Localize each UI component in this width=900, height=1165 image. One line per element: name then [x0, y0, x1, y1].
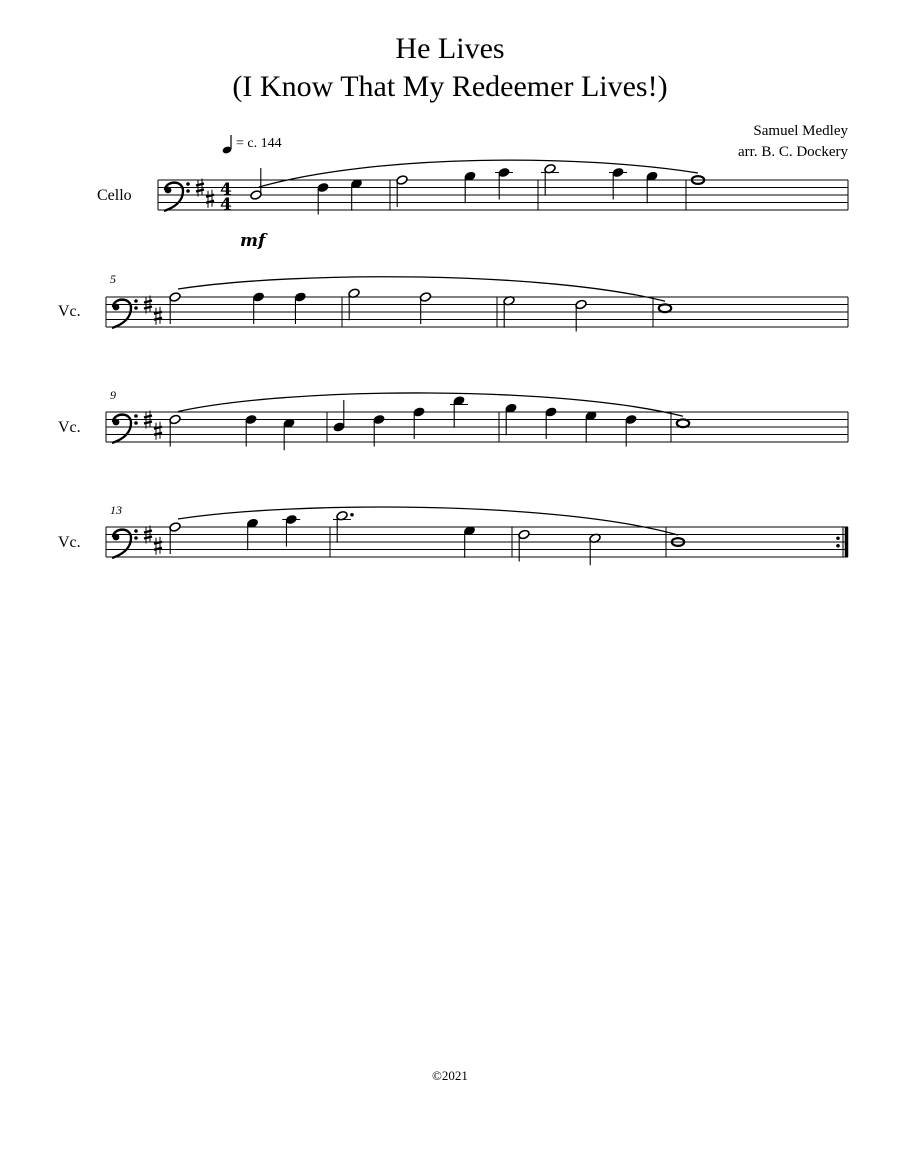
- composer-credit: Samuel Medley: [753, 123, 848, 139]
- instrument-name: Cello: [97, 187, 132, 204]
- bass-clef-dot: [134, 306, 138, 310]
- staff-system: [106, 507, 848, 557]
- measure-number: 5: [110, 272, 116, 286]
- note-head: [659, 304, 671, 312]
- measure-number: 13: [110, 503, 122, 517]
- repeat-dot: [836, 536, 840, 540]
- note: [250, 168, 262, 200]
- bass-clef-dot: [134, 536, 138, 540]
- bass-clef: [112, 529, 138, 558]
- dynamic-marking: mf: [240, 231, 266, 251]
- bass-clef: [112, 414, 138, 443]
- bass-clef-dot: [134, 529, 138, 533]
- sharp-sign: [206, 190, 214, 208]
- phrase-slur: [178, 393, 683, 416]
- arranger-credit: arr. B. C. Dockery: [738, 144, 848, 160]
- note: [659, 304, 671, 312]
- phrase-slur: [259, 160, 698, 187]
- sharp-sign: [154, 422, 162, 440]
- bass-clef-dot: [113, 304, 120, 311]
- repeat-dot: [836, 544, 840, 548]
- sharp-bar: [144, 307, 152, 309]
- bass-clef-dot: [134, 421, 138, 425]
- staff-system: [106, 393, 848, 442]
- sharp-bar: [144, 301, 152, 303]
- instrument-short-name: Vc.: [58, 534, 81, 551]
- score-title: He Lives: [395, 32, 505, 65]
- sharp-bar: [144, 537, 152, 539]
- copyright-notice: ©2021: [432, 1068, 468, 1083]
- note: [333, 400, 345, 432]
- note: [677, 419, 689, 427]
- note-head: [677, 419, 689, 427]
- instrument-short-name: Vc.: [58, 419, 81, 436]
- sharp-bar: [144, 531, 152, 533]
- bass-clef: [112, 299, 138, 328]
- time-signature-top: 4: [220, 180, 232, 200]
- sharp-bar: [144, 422, 152, 424]
- augmentation-dot: [350, 513, 354, 517]
- sharp-bar: [196, 190, 204, 192]
- bass-clef-dot: [186, 182, 190, 186]
- staff-system: [106, 277, 848, 327]
- measure-number: 9: [110, 388, 116, 402]
- instrument-short-name: Vc.: [58, 303, 81, 320]
- bass-clef-dot: [165, 187, 172, 194]
- bass-clef-dot: [113, 419, 120, 426]
- bass-clef-dot: [134, 414, 138, 418]
- sharp-bar: [196, 184, 204, 186]
- score-subtitle: (I Know That My Redeemer Lives!): [232, 70, 668, 103]
- sharp-sign: [154, 537, 162, 555]
- tempo-text: = c. 144: [236, 136, 282, 151]
- sharp-sign: [154, 307, 162, 325]
- bass-clef-dot: [186, 189, 190, 193]
- bass-clef: [164, 182, 190, 211]
- bass-clef-dot: [113, 534, 120, 541]
- bass-clef-dot: [134, 299, 138, 303]
- sharp-bar: [144, 416, 152, 418]
- time-signature-bottom: 4: [220, 195, 232, 215]
